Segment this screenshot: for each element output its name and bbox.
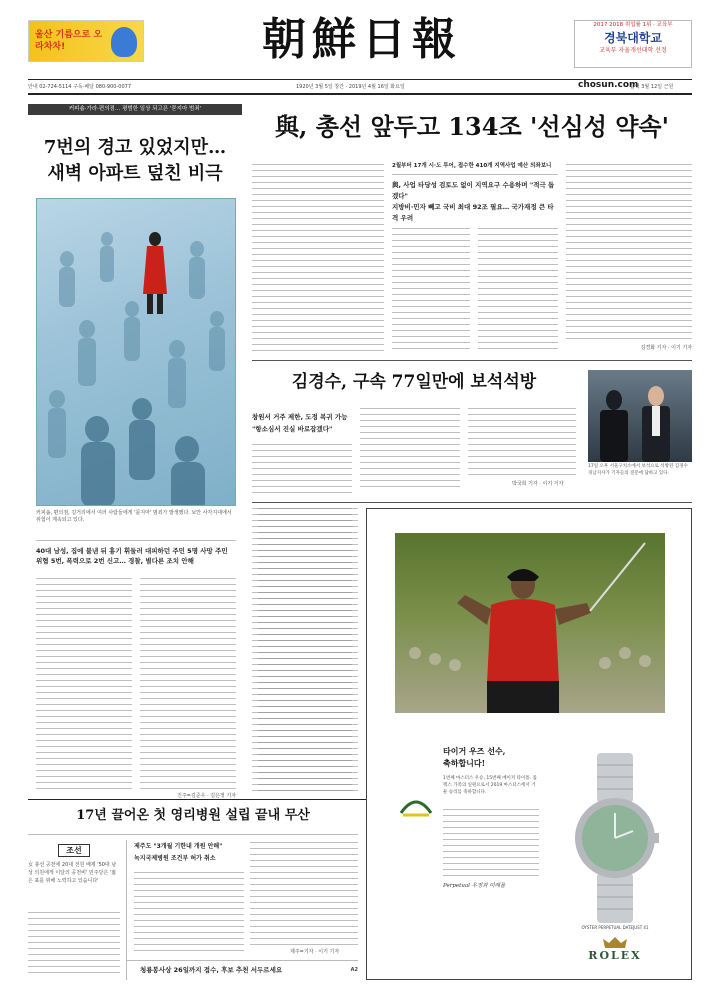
main-headline[interactable]: 與, 총선 앞두고 134조 '선심성 약속' xyxy=(275,112,669,141)
bottom-bar[interactable]: 청룡봉사상 26일까지 접수, 후보 추천 서두르세요 xyxy=(140,966,283,974)
golfer-photo-icon xyxy=(395,533,665,713)
watch-caption: OYSTER PERPETUAL DATEJUST 41 xyxy=(581,925,649,930)
column-box xyxy=(28,840,120,980)
main-subhead-3: 지방비·민자 빼고 국비 최대 92조 필요… 국가재정 큰 타격 우려 xyxy=(392,203,554,222)
continued-text-col xyxy=(258,508,358,794)
people-photo-icon xyxy=(588,370,692,462)
left-headline-2[interactable]: 새벽 아파트 덮친 비극 xyxy=(47,163,223,184)
page-number: A2 xyxy=(350,967,358,973)
bottom-byline: 제주=기자 · 이기 기자 xyxy=(290,949,340,955)
masthead-dateline: 1920년 3월 5일 창간 · 2019년 4월 16일 화요일 xyxy=(296,84,405,90)
crowd-figures-icon xyxy=(37,199,236,506)
second-story xyxy=(252,364,692,500)
left-ad-text: 울산 기름으로 오라차차! xyxy=(35,30,103,52)
ad-body: 1번째 마스터스 우승, 15번째 메이저 타이틀. 롤렉스 가족의 일원으로서 2019 마스터스에서 거둔 승리를 축하합니다. xyxy=(443,776,537,795)
second-deck-2: "항소심서 진실 바로잡겠다" xyxy=(252,425,333,433)
watch-image xyxy=(567,753,663,923)
main-subhead-2: 與, 사업 타당성 검토도 없이 지역요구 수용하며 "적극 돕겠다" xyxy=(392,181,555,200)
tiger-photo xyxy=(395,533,665,713)
left-story xyxy=(28,104,242,799)
left-ad-banner[interactable] xyxy=(28,20,144,62)
kim-photo xyxy=(588,370,692,462)
ad-headline-2: 축하합니다! xyxy=(443,758,486,768)
site-link[interactable]: chosun.com xyxy=(578,80,639,90)
masters-logo-icon xyxy=(397,789,435,819)
second-deck-1: 창원서 거주 제한, 도정 복귀 가능 xyxy=(252,413,348,421)
main-byline: 김경화 기자 · 이기 기자 xyxy=(640,345,692,351)
ad-signature: Perpetual 우정과 미래를 xyxy=(443,883,506,889)
bottom-headline[interactable]: 17년 끌어온 첫 영리병원 설립 끝내 무산 xyxy=(76,808,310,823)
right-ad-top: 2017 2018 취업률 1위 · 교육부 xyxy=(593,22,673,28)
second-byline: 박국희 기자 · 이기 기자 xyxy=(512,481,564,487)
column-text: 女 총선 공천에 20대 전원 배제 '50대 남성 의원에게 이달의 공천비' 민주당은 '젊은 표를 위해 노력하고 있습니다' xyxy=(28,862,117,884)
left-deck: 40대 남성, 집에 불낸 뒤 흉기 휘둘러 대피하던 주민 5명 사망 주민 위협 5번, 폭력으로 2번 신고… 경찰, 별다른 조치 안해 xyxy=(36,547,228,565)
main-story xyxy=(252,104,692,356)
bottom-story xyxy=(28,802,358,980)
crowd-illustration xyxy=(36,198,236,506)
right-ad-banner[interactable] xyxy=(574,20,692,68)
kim-photo-caption: 17일 오후 서울구치소에서 보석으로 석방된 김경수 경남지사가 기자들의 질문에 답하고 있다. xyxy=(588,464,688,476)
left-headline-1[interactable]: 7번의 경고 있었지만… xyxy=(43,137,227,158)
ad-headline-1: 타이거 우즈 선수, xyxy=(443,746,506,756)
rolex-crown-icon xyxy=(601,935,629,949)
rolex-ad[interactable] xyxy=(366,508,692,980)
rolex-watch-icon xyxy=(567,753,663,923)
newspaper-title: 朝鮮日報 xyxy=(262,14,462,65)
right-ad-bottom: 교육부 자율개선대학 선정 xyxy=(599,47,667,54)
lunar-date: 음력 3월 12일 근원 xyxy=(630,84,674,90)
illustration-caption: 커피숍, 편의점, 길거리에서 여러 사람들에게 '묻지마' 범죄가 발생했다. 보안 사각지대에서 위험이 계속되고 있다. xyxy=(36,510,232,523)
right-ad-univ: 경북대학교 xyxy=(604,31,662,45)
left-kicker: 커피숍·가라·편의점… 평범한 일상 되고픈 '묻지마 범죄' xyxy=(28,104,242,115)
column-logo: 조선 xyxy=(58,844,90,857)
bottom-deck-2: 녹지국제병원 조건부 허가 취소 xyxy=(134,855,216,862)
bottom-deck-1: 제주도 "3개월 기한내 개원 안해" xyxy=(134,843,223,850)
rolex-brand: ROLEX xyxy=(588,949,642,962)
masthead-info: 안내 02-724-5114 구독·배달 080-900-0077 xyxy=(28,84,131,90)
main-subhead-1: 2월부터 17개 시·도 투어, 접수한 410개 지역사업 예산 의좌보니 xyxy=(392,163,552,169)
left-byline: 진주=김준우 · 김은정 기자 xyxy=(177,793,236,799)
second-headline[interactable]: 김경수, 구속 77일만에 보석석방 xyxy=(291,372,537,392)
ad-mascot-icon xyxy=(111,27,137,57)
masthead xyxy=(0,0,720,96)
